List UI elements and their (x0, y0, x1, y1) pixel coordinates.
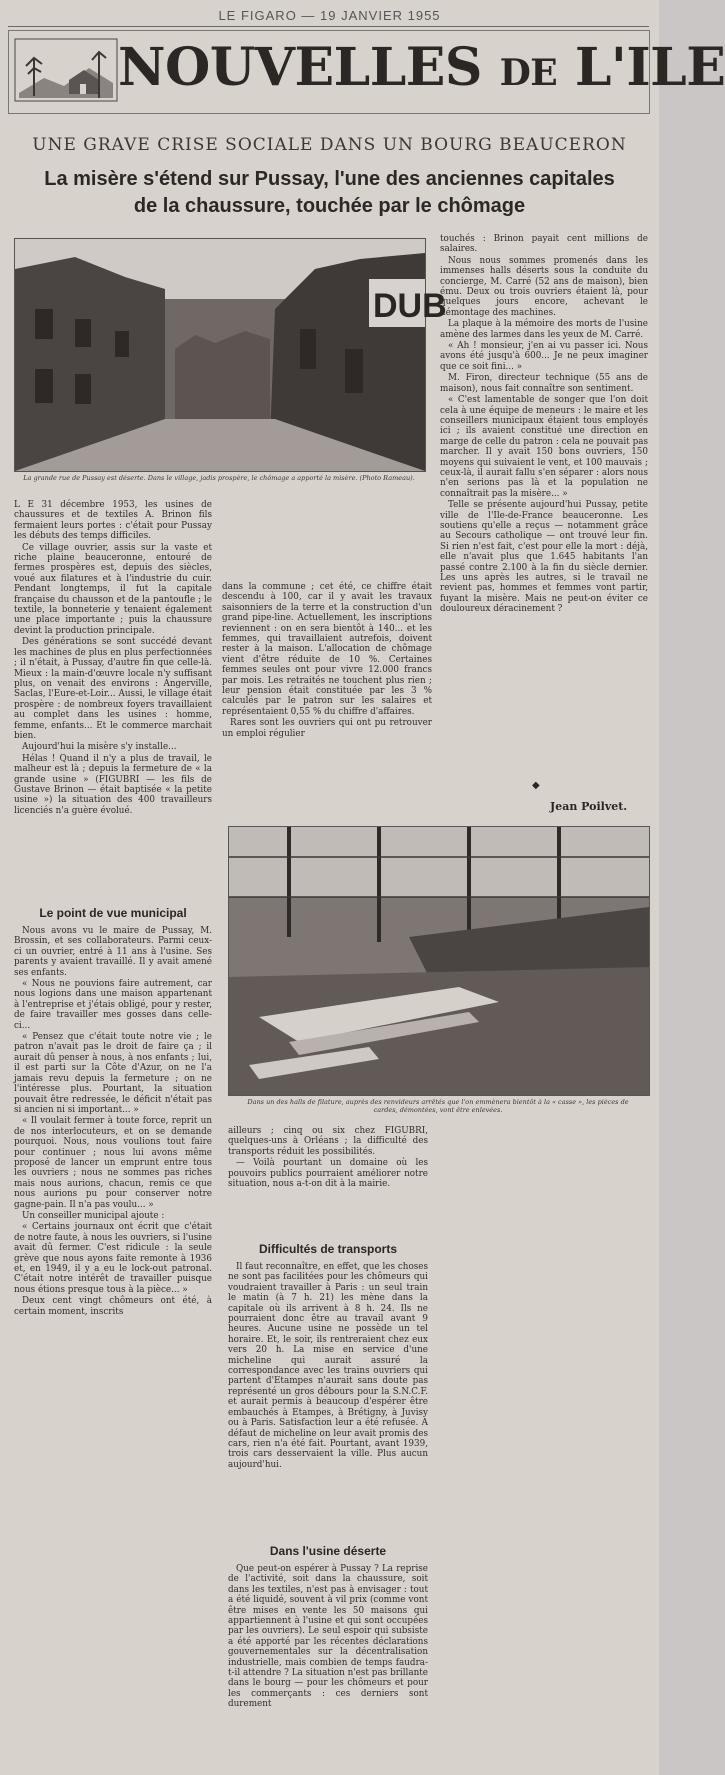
subhead-transports: Difficultés de transports (258, 1242, 398, 1256)
paragraph: Ce village ouvrier, assis sur la vaste et riche plaine beauceronne, entouré de fermes prospères est, depuis des siècles, voué aux filatures et à l'industrie du cuir. Pendant longtemps, il fut la capitale française du chausson et de la pantoufle ; le textile, la bonneterie y tenaient également une place importante ; puis la chaussure devint la production principale. (14, 542, 212, 636)
article-column-2 (222, 582, 432, 824)
section-ornament: ◆ (532, 780, 540, 791)
article-column-1 (14, 500, 212, 898)
article-kicker: UNE GRAVE CRISE SOCIALE DANS UN BOURG BEAUCERON (32, 135, 627, 155)
article-column-3 (440, 234, 648, 798)
article-column-1b (14, 926, 212, 1464)
street-photo-image (15, 239, 447, 471)
paragraph: « Pensez que c'était toute notre vie ; le patron n'avait pas le droit de faire ça ; il aurait dû penser à nous, à nos enfants ; lui, il est parti sur la Côte d'Azur, on ne l'a jamais revu depuis la fermeture ; on ne l'intéresse plus. Pourtant, la situation pouvait être redressée, le déficit n'était pas si ancien ni si important... » (14, 1032, 212, 1115)
paragraph: Rares sont les ouvriers qui ont pu retrouver un emploi régulier (222, 718, 432, 739)
paragraph: Nous avons vu le maire de Pussay, M. Brossin, et ses collaborateurs. Parmi ceux-ci un ouvrier, entré à 11 ans à l'usine. Ses parents y avaient travaillé. Il y avait amené ses enfants. (14, 926, 212, 978)
subhead-usine-deserte: Dans l'usine déserte (269, 1544, 387, 1558)
street-photo (14, 238, 447, 472)
section-title-main: NOUVELLES (118, 37, 482, 98)
section-title-end: L'ILE (574, 37, 725, 98)
factory-hall-image (229, 827, 649, 1095)
landscape-vignette-icon (14, 38, 118, 102)
street-photo-caption: La grande rue de Pussay est déserte. Dans le village, jadis prospère, le chômage a apporté la misère. (Photo Rameau). (23, 474, 415, 482)
shop-sign-text: DUB (373, 287, 447, 325)
paragraph: « C'est lamentable de songer que l'on doit cela à une équipe de meneurs : le maire et les conseillers municipaux étaient tous employés ici ; ils avaient constitué une direction en marge de celle du patron : cela ne pouvait pas marcher. Il y avait 150 bons ouvriers, 150 moyens qui suivaient le vent, et 100 mauvais ; ceux-là, il aurait fallu s'en séparer : alors nous n'en serions pas là et la population ne connaîtrait pas la misère... » (440, 395, 648, 499)
paragraph: « Certains journaux ont écrit que c'était de notre faute, à nous les ouvriers, si l'usine avait dû fermer. C'est ridicule : la seule grève que nous ayons faite remonte à 1936 et, en 1949, il y a eu le lock-out patronal. C'était notre intérêt de travailler puisque nous étions presque tous à la pièce... » (14, 1222, 212, 1295)
top-rule (8, 26, 649, 27)
paragraph: Des générations se sont succédé devant les machines de plus en plus perfectionnées ; il n'était, à Pussay, d'autre fin que celle-là. Mieux : la main-d'œuvre locale n'y suffisant plus, on venait des environs : Angerville, Saclas, l'Eure-et-Loir... Aussi, le village était prospère : de nombreux foyers travaillaient au complet dans les usines : homme, femme, enfants... Et le commerce marchait bien. (14, 637, 212, 741)
section-title (118, 37, 725, 98)
paragraph: touchés : Brinon payait cent millions de salaires. (440, 234, 648, 255)
factory-hall-photo (228, 826, 650, 1096)
section-title-small: DE (499, 52, 558, 94)
paragraph: Telle se présente aujourd'hui Pussay, petite ville de l'Ile-de-France beauceronne. Les soutiens qu'elle a reçus — notamment grâce au Secours catholique — ont trouvé leur fin. Si rien n'est fait, c'est pour elle la mort : déjà, elle n'avait plus que 1.645 habitants l'an passé contre 2.100 à la fin du siècle dernier. Les uns après les autres, si le travail ne revient pas, hommes et femmes vont partir, fuyant la misère. Mais ne peut-on éviter ce douloureux déracinement ? (440, 500, 648, 615)
subhead-municipal: Le point de vue municipal (39, 906, 187, 920)
paragraph: Aujourd'hui la misère s'y installe... (22, 742, 177, 753)
paragraph: Que peut-on espérer à Pussay ? La reprise de l'activité, soit dans la chaussure, soit dans les textiles, n'est pas à envisager : tout a été liquidé, souvent à vil prix (comme vont être mises en vente les 50 maisons qui appartiennent à l'usine et qui sont occupées par les ouvriers). Le seul espoir qui subsiste a été apporté par les récentes déclarations gouvernementales sur la décentralisation industrielle, mais combien de temps faudra-t-il attendre ? La situation n'est pas brillante dans le bourg — pour les chômeurs et pour les commerçants : ces derniers sont durement (228, 1564, 428, 1710)
headline-line-1: La misère s'étend sur Pussay, l'une des anciennes capitales (44, 168, 615, 190)
paragraph: — Voilà pourtant un domaine où les pouvoirs publics pourraient améliorer notre situation, nous a-t-on dit à la mairie. (228, 1158, 428, 1190)
paragraph: dans la commune ; cet été, ce chiffre était descendu à 100, car il y avait les travaux saisonniers de la terre et la construction d'un grand pipe-line. Actuellement, les inscriptions reviennent : on en sera bientôt à 140... et les femmes, qui travaillaient autrefois, doivent rester à la maison. L'allocation de chômage vient d'être réduite de 10 %. Certaines femmes seules ont pour vivre 12.000 francs par mois. Les retraités ne touchent plus rien ; leur pension était constituée par les 3 % calculés par le patron sur les salaires et représentaient 0,55 % du chiffre d'affaires. (222, 582, 432, 717)
paragraph: ailleurs ; cinq ou six chez FIGUBRI, quelques-uns à Orléans ; la difficulté des transports réduit les possibilités. (228, 1126, 428, 1157)
paragraph: La plaque à la mémoire des morts de l'usine amène des larmes dans les yeux de M. Carré. (440, 319, 648, 340)
article-column-4 (228, 1126, 428, 1228)
paragraph: « Nous ne pouvions faire autrement, car nous logions dans une maison appartenant à l'entreprise et j'étais obligé, pour y rester, de faire travailler mes gosses dans celle-ci... (14, 979, 212, 1031)
paragraph: Il faut reconnaître, en effet, que les choses ne sont pas facilitées pour les chômeurs qui voudraient travailler à Paris : un seul train le matin (à 7 h. 21) les mène dans la capitale où ils arrivent à 8 h. 24. Ils ne pourraient donc être au travail avant 9 heures. Aucune usine ne possède un tel horaire. Et, le soir, ils rentreraient chez eux vers 20 h. La mise en service d'une micheline qui aurait assuré la correspondance avec les trains ouvriers qui partent d'Etampes n'aurait sans doute pas représenté un gros débours pour la S.N.C.F. et aurait permis à beaucoup d'espérer être embauchés à Etampes, à Brétigny, à Juvisy ou à Paris. Satisfaction leur a été refusée. A défaut de micheline on leur avait promis des cars, rien n'a été fait. Pourtant, avant 1939, trois cars desservaient la ville. Plus aucun aujourd'hui. (228, 1262, 428, 1470)
paragraph: Deux cent vingt chômeurs ont été, à certain moment, inscrits (14, 1296, 212, 1317)
headline-line-2: de la chaussure, touchée par le chômage (133, 195, 526, 217)
article-column-4c (228, 1564, 428, 1770)
running-head: LE FIGARO — 19 JANVIER 1955 (218, 8, 441, 23)
lead-paragraph: L E 31 décembre 1953, les usines de chaussures et de textiles A. Brinon fils fermaient leurs portes : c'était pour Pussay les débuts des temps difficiles. (14, 500, 212, 542)
paragraph: M. Firon, directeur technique (55 ans de maison), nous fait connaître son sentiment. (440, 373, 648, 394)
paragraph: « Il voulait fermer à toute force, reprit un de nos interlocuteurs, et on se demande pourquoi. Nous, nous voulions tout faire pour continuer ; nous lui avons même proposé de lancer un emprunt entre tous les ouvriers ; nous ne sommes pas riches mais nous aurions, chacun, remis ce que nous aurions pu pour conserver notre gagne-pain. Il n'a pas voulu... » (14, 1116, 212, 1210)
article-headline (10, 166, 649, 220)
paragraph: « Ah ! monsieur, j'en ai vu passer ici. Nous avons été jusqu'à 600... Je ne peux imaginer que ce soit fini... » (440, 341, 648, 372)
byline: Jean Poilvet. (550, 800, 628, 813)
factory-photo-caption: Dans un des halls de filature, auprès des renvideurs arrêtés que l'on emmènera bientôt à la « casse », les pièces de cardes, démontées, vont être enlevées. (247, 1098, 629, 1114)
article-column-4b (228, 1262, 428, 1534)
paragraph: Hélas ! Quand il n'y a plus de travail, le malheur est là ; depuis la fermeture de « la grande usine » (FIGUBRI — les fils de Gustave Brinon — était baptisée « la petite usine ») la situation des 400 travailleurs licenciés n'a guère évolué. (14, 753, 212, 816)
paragraph: Un conseiller municipal ajoute : (22, 1210, 165, 1221)
paragraph: Nous nous sommes promenés dans les immenses halls déserts sous la conduite du concierge, M. Carré (52 ans de maison), bien ému. Deux ou trois ouvriers étaient là, pour quelques jours encore, achevant le démontage des machines. (440, 255, 648, 318)
